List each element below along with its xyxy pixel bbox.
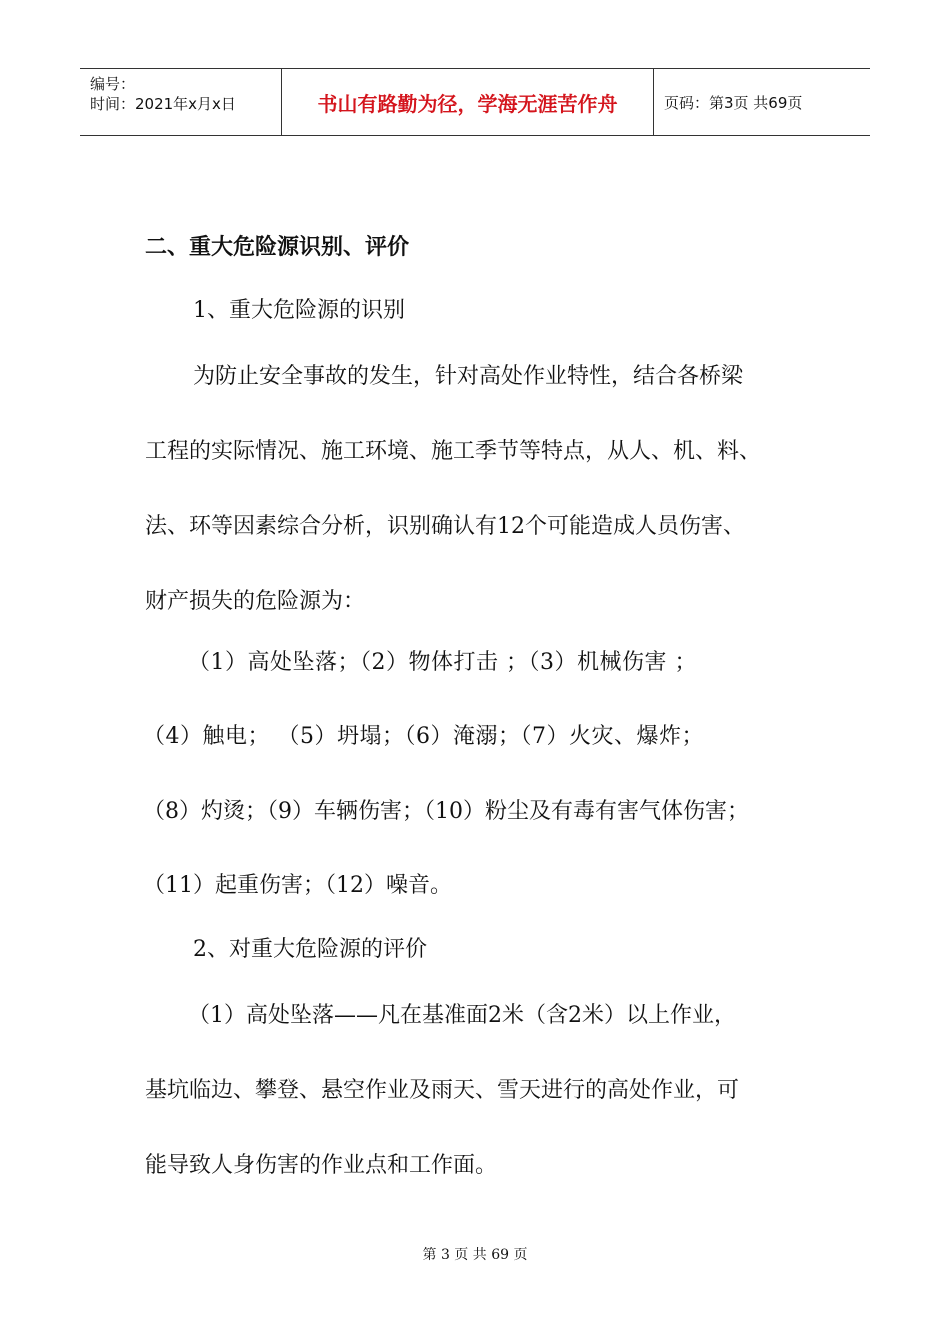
page-footer: 第 3 页 共 69 页: [422, 1247, 528, 1263]
paragraph-line: 工程的实际情况、施工环境、施工季节等特点，从人、机、料、: [145, 439, 762, 464]
paragraph-line: （1）高处坠落——凡在基准面2米（含2米）以上作业，: [188, 1003, 736, 1028]
subsection-title-evaluation: 2、对重大危险源的评价: [193, 937, 427, 962]
paragraph-line: 财产损失的危险源为：: [145, 589, 366, 614]
section-title: 二、重大危险源识别、评价: [145, 234, 410, 260]
paragraph-line: 能导致人身伤害的作业点和工作面。: [145, 1153, 498, 1178]
paragraph-line: 法、环等因素综合分析，识别确认有12个可能造成人员伤害、: [145, 514, 745, 539]
hazard-list-line: （4）触电； （5）坍塌；（6）淹溺；（7）火灾、爆炸；: [143, 724, 704, 749]
hazard-list-line: （11）起重伤害；（12）噪音。: [143, 873, 452, 898]
hazard-list-line: （1）高处坠落；（2）物体打击 ；（3）机械伤害 ；: [188, 650, 697, 675]
header-page-info: 页码：第3页 共69页: [664, 93, 803, 112]
header-meta-cell: [80, 69, 282, 135]
document-time-label: 时间：2021年x月x日: [90, 95, 236, 113]
subsection-title-identification: 1、重大危险源的识别: [193, 298, 405, 323]
paragraph-line: 基坑临边、攀登、悬空作业及雨天、雪天进行的高处作业，可: [145, 1078, 740, 1103]
paragraph-line: 为防止安全事故的发生，针对高处作业特性，结合各桥梁: [193, 364, 744, 389]
document-number-label: 编号：: [90, 75, 136, 93]
page-header-table: [80, 68, 870, 136]
hazard-list-line: （8）灼烫；（9）车辆伤害；（10）粉尘及有毒有害气体伤害；: [143, 799, 749, 824]
header-motto: 书山有路勤为径，学海无涯苦作舟: [282, 69, 654, 135]
